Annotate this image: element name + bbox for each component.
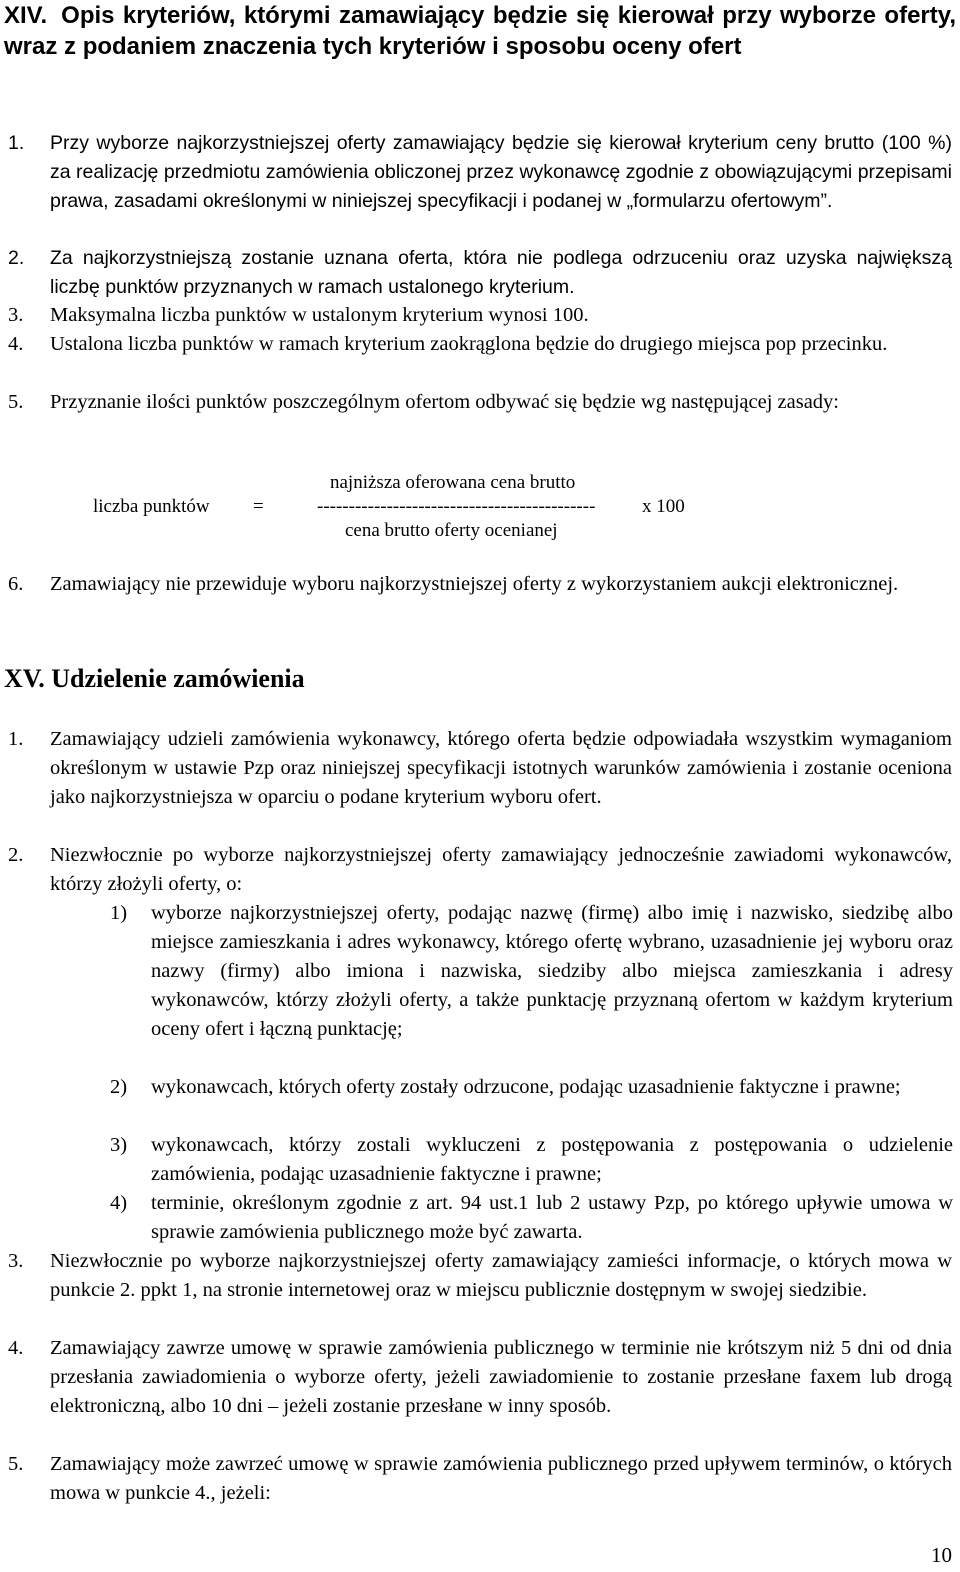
award-subitem-4 [0, 1189, 960, 1247]
item-number: 1. [8, 132, 25, 154]
item-number: 4. [8, 333, 24, 355]
item-text: Niezwłocznie po wyborze najkorzystniejszej oferty zamawiający zamieści informacje, o których mowa w punkcie 2. ppkt 1, na stronie internetowej oraz w miejscu publicznie dostępnym w swojej siedzibie. [50, 1250, 952, 1301]
award-subitem-2 [0, 1073, 960, 1102]
subitem-text: terminie, określonym zgodnie z art. 94 ust.1 lub 2 ustawy Pzp, po którego upływie umowa w sprawie zamówienia publicznego może być zawarta. [151, 1192, 953, 1243]
award-item-4 [0, 1334, 960, 1421]
criteria-item-2 [0, 244, 960, 302]
item-number: 6. [8, 573, 24, 595]
item-number: 5. [8, 1453, 24, 1475]
criteria-item-4 [0, 330, 960, 359]
item-text: Ustalona liczba punktów w ramach kryterium zaokrąglona będzie do drugiego miejsca pop przecinku. [50, 333, 888, 355]
award-subitem-3 [0, 1131, 960, 1189]
subitem-number: 2) [110, 1076, 128, 1098]
item-text: Zamawiający nie przewiduje wyboru najkorzystniejszej oferty z wykorzystaniem aukcji elektronicznej. [50, 573, 899, 595]
formula-fraction-line: -------------------------------------------- [317, 496, 596, 517]
item-text: Niezwłocznie po wyborze najkorzystniejszej oferty zamawiający jednocześnie zawiadomi wykonawców, którzy złożyli oferty, o: [50, 844, 952, 895]
item-number: 3. [8, 304, 24, 326]
item-text: Zamawiający może zawrzeć umowę w sprawie zamówienia publicznego przed upływem terminów, o których mowa w punkcie 4., jeżeli: [50, 1453, 952, 1504]
item-number: 5. [8, 391, 24, 413]
item-text: Maksymalna liczba punktów w ustalonym kryterium wynosi 100. [50, 304, 589, 326]
award-item-5 [0, 1450, 960, 1508]
formula-label: liczba punktów [93, 496, 210, 517]
criteria-item-5 [0, 388, 960, 417]
item-number: 2. [8, 844, 24, 866]
item-text: Zamawiający udzieli zamówienia wykonawcy, którego oferta będzie odpowiadała wszystkim wymaganiom określonym w ustawie Pzp oraz niniejszej specyfikacji istotnych warunków zamówienia i zostanie oceniona jako najkorzystniejsza w oparciu o podane kryterium wyboru ofert. [50, 728, 952, 808]
criteria-item-1 [0, 129, 960, 216]
section-xv-heading: XV. Udzielenie zamówienia [4, 664, 305, 693]
item-number: 1. [8, 728, 24, 750]
section-xiv-number: XIV. [4, 2, 48, 29]
formula-denominator: cena brutto oferty ocenianej [345, 520, 558, 541]
item-text: Za najkorzystniejszą zostanie uznana oferta, która nie podlega odrzuceniu oraz uzyska największą liczbę punktów przyznanych w ramach ustalonego kryterium. [50, 247, 952, 298]
formula-numerator: najniższa oferowana cena brutto [330, 472, 576, 493]
item-text: Przyznanie ilości punktów poszczególnym ofertom odbywać się będzie wg następującej zasady: [50, 391, 839, 413]
page-number: 10 [931, 1543, 952, 1567]
criteria-item-3 [0, 301, 960, 330]
award-item-2 [0, 841, 960, 899]
formula-equals: = [253, 496, 264, 517]
item-text: Zamawiający zawrze umowę w sprawie zamówienia publicznego w terminie nie krótszym niż 5 dni od dnia przesłania zawiadomienia o wyborze oferty, jeżeli zawiadomienie to zostanie przesłane faxem lub drogą elektroniczną, albo 10 dni – jeżeli zostanie przesłane w inny sposób. [50, 1337, 952, 1417]
subitem-number: 1) [110, 902, 128, 924]
award-item-3 [0, 1247, 960, 1305]
criteria-item-6 [0, 570, 960, 599]
section-xiv-heading [4, 0, 956, 62]
award-item-1 [0, 725, 960, 812]
subitem-number: 3) [110, 1134, 128, 1156]
subitem-text: wyborze najkorzystniejszej oferty, podając nazwę (firmę) albo imię i nazwisko, siedzibę albo miejsce zamieszkania i adres wykonawcy, którego ofertę wybrano, uzasadnienie jej wyboru oraz nazwy (firmy) albo imiona i nazwiska, siedziby albo miejsca zamieszkania i adresy wykonawców, którzy złożyli oferty, a także punktację przyznaną ofertom w każdym kryterium oceny ofert i łączną punktację; [151, 902, 953, 1040]
item-number: 4. [8, 1337, 24, 1359]
item-number: 3. [8, 1250, 24, 1272]
subitem-text: wykonawcach, którzy zostali wykluczeni z postępowania z postępowania o udzielenie zamówienia, podając uzasadnienie faktyczne i prawne; [151, 1134, 953, 1185]
item-number: 2. [8, 247, 25, 269]
formula-multiplier: x 100 [642, 496, 685, 517]
award-subitem-1 [0, 899, 960, 1044]
subitem-text: wykonawcach, których oferty zostały odrzucone, podając uzasadnienie faktyczne i prawne; [151, 1076, 901, 1098]
item-text: Przy wyborze najkorzystniejszej oferty zamawiający będzie się kierował kryterium ceny brutto (100 %) za realizację przedmiotu zamówienia obliczonej przez wykonawcę zgodnie z obowiązującymi przepisami prawa, zasadami określonymi w niniejszej specyfikacji i podanej w „formularzu ofertowym”. [50, 132, 952, 212]
section-xiv-title: Opis kryteriów, którymi zamawiający będzie się kierował przy wyborze oferty, wraz z podaniem znaczenia tych kryteriów i sposobu oceny ofert [4, 2, 956, 60]
subitem-number: 4) [110, 1192, 128, 1214]
